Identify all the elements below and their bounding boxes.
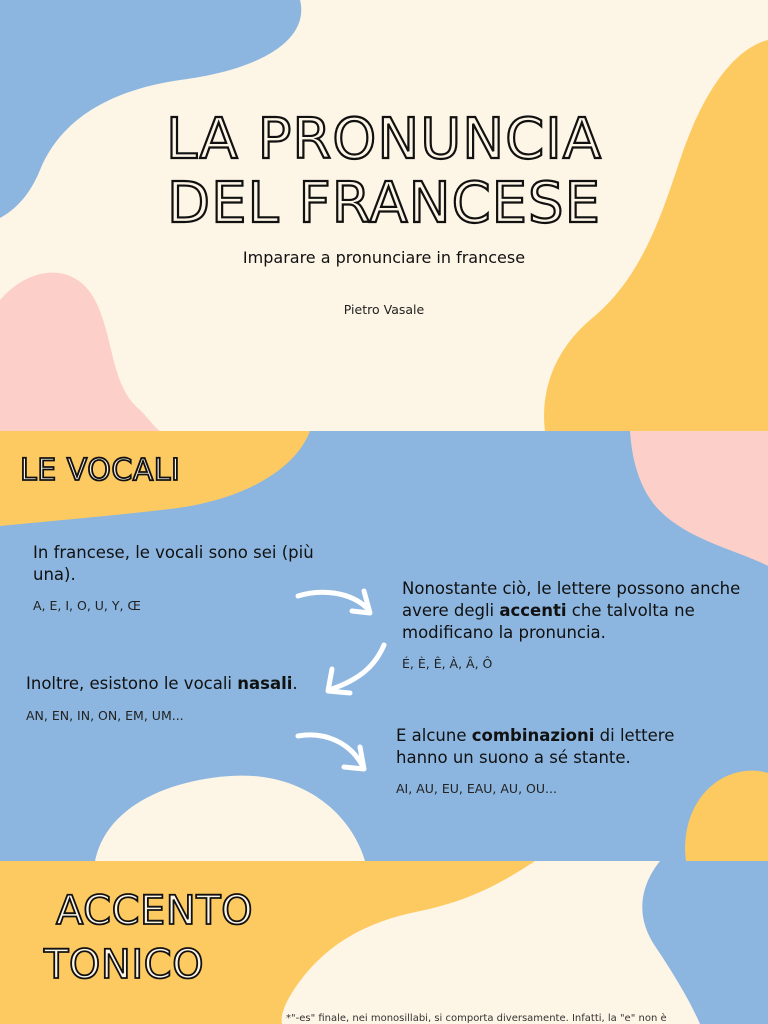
title-line-1: LA PRONUNCIA <box>165 107 603 172</box>
vowels-examples: A, E, I, O, U, Y, Œ <box>33 598 141 613</box>
combinations-text: E alcune combinazioni di lettere hanno un suono a sé stante. <box>396 726 675 767</box>
arrow-right-icon <box>298 592 368 609</box>
accents-examples: É, È, Ê, À, Â, Ô <box>402 656 493 671</box>
arrows <box>0 431 768 861</box>
title-slide <box>0 0 768 431</box>
vowels-intro-text: In francese, le vocali sono sei (più una). <box>33 543 314 584</box>
section-title-line-2: TONICO <box>44 942 205 988</box>
footnote: *"-es" finale, nei monosillabi, si comporta diversamente. Infatti, la "e" non è <box>286 1013 667 1024</box>
accents-keyword: accenti <box>499 601 567 620</box>
author-name: Pietro Vasale <box>343 302 425 317</box>
nasal-keyword: nasali <box>237 674 293 693</box>
blue-blob <box>642 861 768 1024</box>
title-line-2: DEL FRANCESE <box>167 171 601 236</box>
vowels-slide <box>0 431 768 861</box>
combinations-examples: AI, AU, EU, EAU, AU, OU... <box>396 781 557 796</box>
nasal-examples: AN, EN, IN, ON, EM, UM... <box>26 708 184 723</box>
arrow-down-left-icon <box>332 645 384 689</box>
arrow-right-icon-2 <box>298 735 362 765</box>
pink-blob <box>0 273 160 431</box>
combinations-keyword: combinazioni <box>471 726 595 745</box>
section-title-line-1: ACCENTO <box>56 888 254 934</box>
section-title: LE VOCALI <box>20 453 181 488</box>
presentation-title <box>0 108 768 236</box>
presentation-subtitle: Imparare a pronunciare in francese <box>242 248 526 267</box>
stress-slide <box>0 861 768 1024</box>
accents-text: Nonostante ciò, le lettere possono anche avere degli accenti che talvolta ne modificano la pronuncia. <box>402 579 741 642</box>
nasal-text: Inoltre, esistono le vocali nasali. <box>26 674 298 693</box>
